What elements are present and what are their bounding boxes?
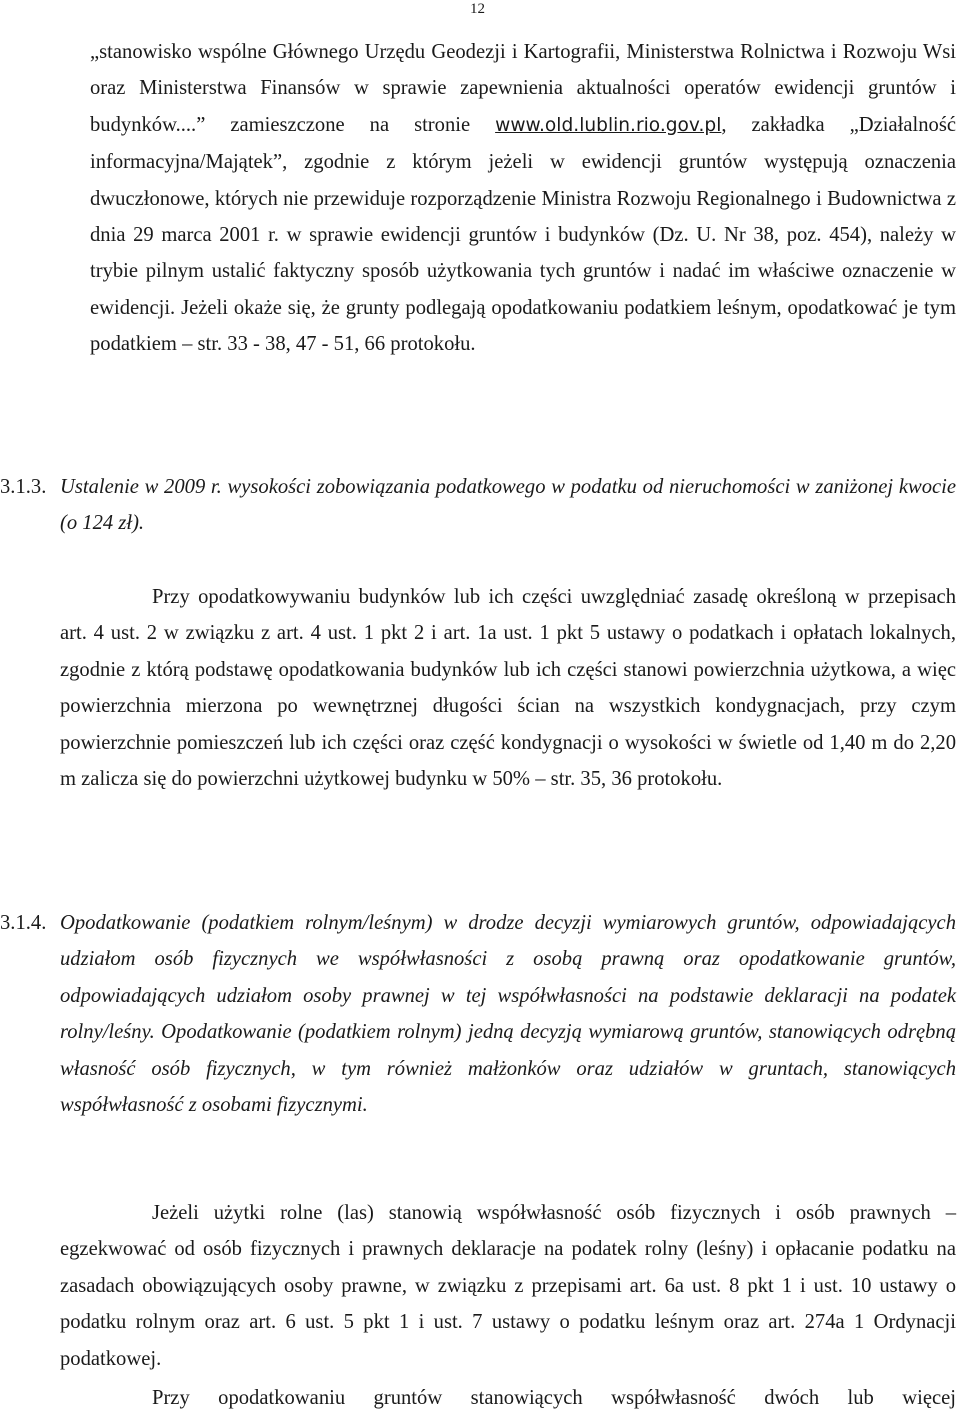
recommendation-text-start: „stanowisko wspólne Głównego Urzędu Geodezji i Kartografii, Ministerstwa Rolnictwa i Rozwoju Wsi oraz Ministerstwa Finansów w sprawie zapewnienia aktualności operatów ewidencji gruntów i budynków....” zamieszczone na stronie [90, 41, 956, 136]
section-314-title: Opodatkowanie (podatkiem rolnym/leśnym) w drodze decyzji wymiarowych gruntów, odpowiadających udziałom osób fizycznych we współwłasności z osobą prawną oraz opodatkowanie gruntów, odpowiadających udziałom osoby prawnej w tej współwłasności na podstawie deklaracji na podatek rolny/leśny. Opodatkowanie (podatkiem rolnym) jedną decyzją wymiarową gruntów, stanowiących odrębną własność osób fizycznych, w tym również małżonków oraz udziałów w gruntach, stanowiących współwłasność z osobami fizycznymi. [60, 912, 956, 1117]
page-number: 12 [470, 1, 485, 17]
section-313-paragraph: Przy opodatkowywaniu budynków lub ich części uwzględniać zasadę określoną w przepisach art. 4 ust. 2 w związku z art. 4 ust. 1 pkt 2 i art. 1a ust. 1 pkt 5 ustawy o podatkach i opłatach lokalnych, zgodnie z którą podstawę opodatkowania budynków lub ich części stanowi powierzchnia użytkowa, a więc powierzchnia mierzona po wewnętrznej długości ścian na wszystkich kondygnacjach, przy czym powierzchnie pomieszczeń lub ich części oraz część kondygnacji o wysokości w świetle od 1,40 m do 2,20 m zalicza się do powierzchni użytkowej budynku w 50% – str. 35, 36 protokołu. [60, 586, 956, 791]
section-314-number: 3.1.4. [0, 912, 47, 934]
recommendation-paragraph [90, 34, 956, 363]
section-314-heading [0, 905, 956, 1123]
recommendation-text-end: , zakładka „Działalność informacyjna/Majątek”, zgodnie z którym jeżeli w ewidencji gruntów występują oznaczenia dwuczłonowe, których nie przewiduje rozporządzenie Ministra Rozwoju Regionalnego i Budownictwa z dnia 29 marca 2001 r. w sprawie ewidencji gruntów i budynków (Dz. U. Nr 38, poz. 454), należy w trybie pilnym ustalić faktyczny sposób użytkowania tych gruntów i nadać im właściwe oznaczenie w ewidencji. Jeżeli okaże się, że grunty podlegają opodatkowaniu podatkiem leśnym, opodatkować je tym podatkiem – str. 33 - 38, 47 - 51, 66 protokołu. [90, 113, 956, 356]
section-313-title: Ustalenie w 2009 r. wysokości zobowiązania podatkowego w podatku od nieruchomości w zaniżonej kwocie (o 124 zł). [60, 476, 956, 535]
section-313-number: 3.1.3. [0, 476, 47, 498]
section-313-heading [0, 469, 956, 542]
rio-website-link[interactable]: www.old.lublin.rio.gov.pl [495, 114, 722, 136]
continuing-paragraph: Przy opodatkowaniu gruntów stanowiących współwłasność dwóch lub więcej [152, 1387, 956, 1409]
section-314-paragraph: Jeżeli użytki rolne (las) stanowią współwłasność osób fizycznych i osób prawnych – egzekwować od osób fizycznych i prawnych deklaracje na podatek rolny (leśny) i opłacanie podatku na zasadach obowiązujących osoby prawne, w związku z przepisami art. 6a ust. 8 pkt 1 i ust. 10 ustawy o podatku rolnym oraz art. 6 ust. 5 pkt 1 i ust. 7 ustawy o podatku leśnym oraz art. 274a 1 Ordynacji podatkowej. [60, 1202, 956, 1370]
